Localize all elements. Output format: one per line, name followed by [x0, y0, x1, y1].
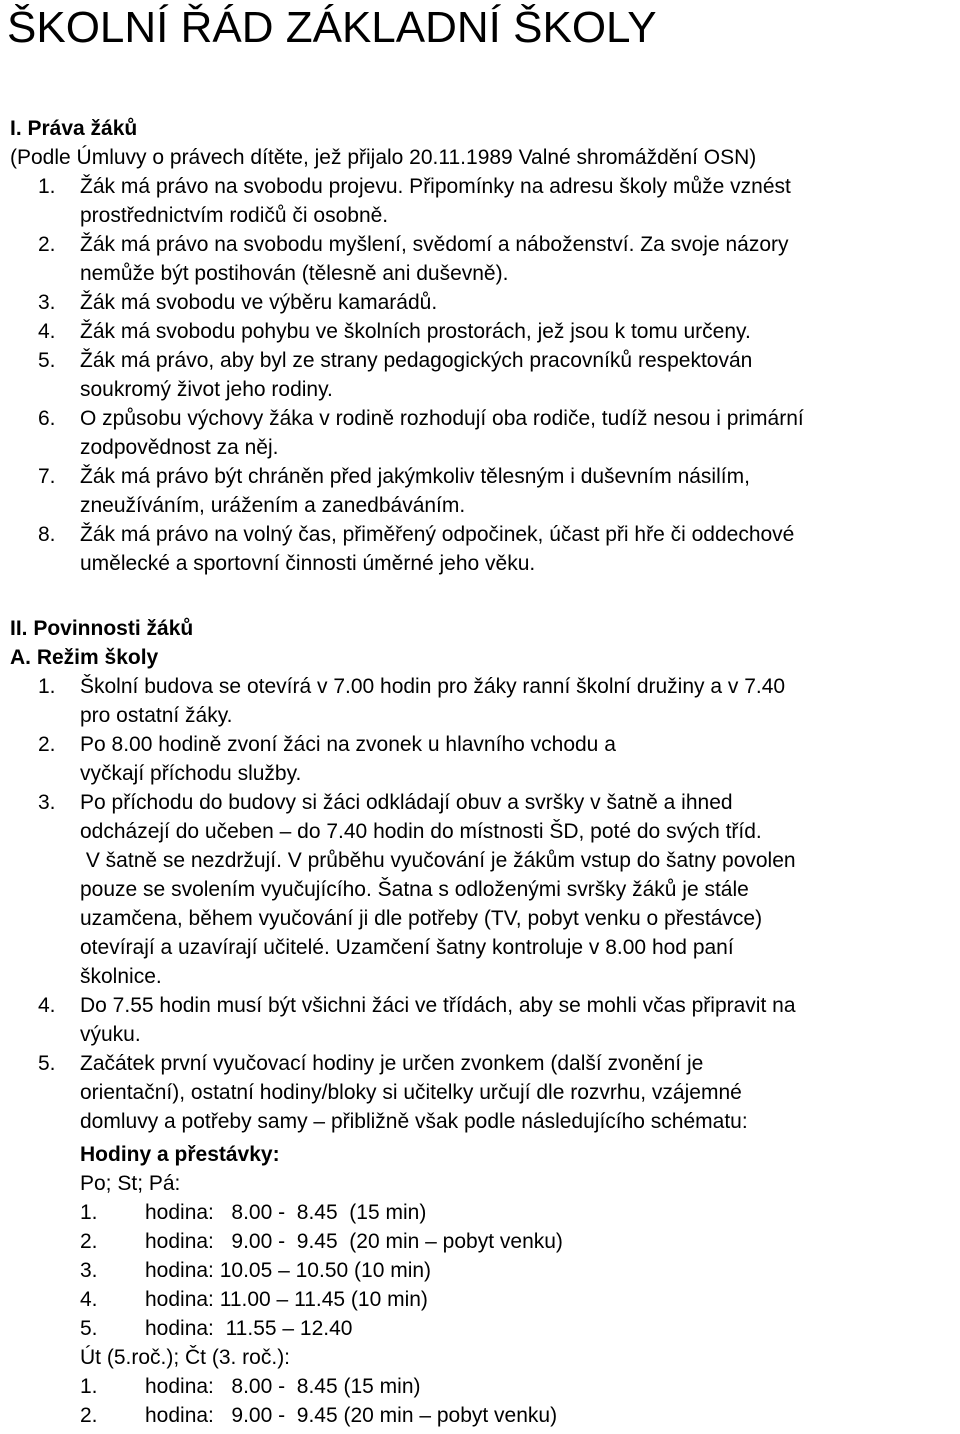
list-item-text: Začátek první vyučovací hodiny je určen zvonkem (další zvonění je	[80, 1052, 704, 1075]
list-item-number: 2.	[38, 733, 56, 756]
list-item-number: 3.	[38, 291, 56, 314]
schedule-row-number: 4.	[80, 1288, 98, 1311]
list-item-text: Po 8.00 hodině zvoní žáci na zvonek u hlavního vchodu a	[80, 733, 616, 756]
list-item-text: otevírají a uzavírají učitelé. Uzamčení šatny kontroluje v 8.00 hod paní	[80, 936, 734, 959]
list-item-text: Žák má svobodu ve výběru kamarádů.	[80, 291, 438, 314]
list-item-text: Školní budova se otevírá v 7.00 hodin pro žáky ranní školní družiny a v 7.40	[80, 675, 786, 698]
list-item-number: 1.	[38, 175, 56, 198]
subheading-text: A. Režim školy	[10, 646, 159, 669]
schedule-row-text: hodina: 11.55 – 12.40	[145, 1317, 353, 1340]
subtitle-text: (Podle Úmluvy o právech dítěte, jež přijalo 20.11.1989 Valné shromáždění OSN)	[10, 146, 757, 169]
schedule-row-text: hodina: 8.00 - 8.45 (15 min)	[145, 1375, 421, 1398]
schedule-row-number: 2.	[80, 1404, 98, 1427]
list-item-text: zneužíváním, urážením a zanedbáváním.	[80, 494, 466, 517]
list-item-number: 7.	[38, 465, 56, 488]
schedule-row-number: 1.	[80, 1201, 98, 1224]
schedule-row-text: hodina: 10.05 – 10.50 (10 min)	[145, 1259, 432, 1282]
schedule-heading-text: Hodiny a přestávky:	[80, 1143, 280, 1166]
list-item-text: orientační), ostatní hodiny/bloky si učitelky určují dle rozvrhu, vzájemné	[80, 1081, 742, 1104]
list-item-text: vyčkají příchodu služby.	[80, 762, 302, 785]
schedule-row-number: 1.	[80, 1375, 98, 1398]
list-item-text: domluvy a potřeby samy – přibližně však podle následujícího schématu:	[80, 1110, 748, 1133]
list-item-text: zodpovědnost za něj.	[80, 436, 279, 459]
list-item-number: 5.	[38, 349, 56, 372]
schedule-row-text: hodina: 11.00 – 11.45 (10 min)	[145, 1288, 428, 1311]
list-item-text: O způsobu výchovy žáka v rodině rozhodují oba rodiče, tudíž nesou i primární	[80, 407, 804, 430]
list-item-text: školnice.	[80, 965, 162, 988]
list-item-text: uzamčena, během vyučování ji dle potřeby (TV, pobyt venku o přestávce)	[80, 907, 763, 930]
schedule-row-number: 2.	[80, 1230, 98, 1253]
schedule-row-text: hodina: 9.00 - 9.45 (20 min – pobyt venku)	[145, 1230, 563, 1253]
list-item-text: Žák má svobodu pohybu ve školních prostorách, jež jsou k tomu určeny.	[80, 320, 751, 343]
heading-text: I. Práva žáků	[10, 117, 138, 140]
list-item-text: odcházejí do učeben – do 7.40 hodin do místnosti ŠD, poté do svých tříd.	[80, 820, 762, 843]
list-item-number: 6.	[38, 407, 56, 430]
list-item-text: Žák má právo na volný čas, přiměřený odpočinek, účast při hře či oddechové	[80, 523, 795, 546]
list-item-text: prostřednictvím rodičů či osobně.	[80, 204, 389, 227]
list-item-text: Žák má právo být chráněn před jakýmkoliv tělesným i duševním násilím,	[80, 465, 750, 488]
list-item-text: Do 7.55 hodin musí být všichni žáci ve třídách, aby se mohli včas připravit na	[80, 994, 796, 1017]
list-item-text: Po příchodu do budovy si žáci odkládají obuv a svršky v šatně a ihned	[80, 791, 733, 814]
schedule-row-number: 5.	[80, 1317, 98, 1340]
heading-text: II. Povinnosti žáků	[10, 617, 194, 640]
list-item-number: 3.	[38, 791, 56, 814]
list-item-text: umělecké a sportovní činnosti úměrné jeho věku.	[80, 552, 536, 575]
list-item-text: soukromý život jeho rodiny.	[80, 378, 333, 401]
schedule-row-text: hodina: 8.00 - 8.45 (15 min)	[145, 1201, 427, 1224]
list-item-number: 4.	[38, 994, 56, 1017]
list-item-number: 2.	[38, 233, 56, 256]
list-item-number: 1.	[38, 675, 56, 698]
list-item-text: Žák má právo na svobodu myšlení, svědomí a náboženství. Za svoje názory	[80, 233, 789, 256]
list-item-number: 4.	[38, 320, 56, 343]
list-item-number: 5.	[38, 1052, 56, 1075]
list-item-text: pro ostatní žáky.	[80, 704, 233, 727]
list-item-text: nemůže být postihován (tělesně ani duševně).	[80, 262, 509, 285]
list-item-text: výuku.	[80, 1023, 141, 1046]
schedule-row-text: hodina: 9.00 - 9.45 (20 min – pobyt venku)	[145, 1404, 558, 1427]
list-item-number: 8.	[38, 523, 56, 546]
document-title: ŠKOLNÍ ŘÁD ZÁKLADNÍ ŠKOLY	[7, 3, 657, 52]
list-item-text: Žák má právo, aby byl ze strany pedagogických pracovníků respektován	[80, 349, 753, 372]
group-label-text: Út (5.roč.); Čt (3. roč.):	[80, 1346, 291, 1369]
list-item-text: V šatně se nezdržují. V průběhu vyučování je žákům vstup do šatny povolen	[80, 849, 796, 872]
group-label-text: Po; St; Pá:	[80, 1172, 181, 1195]
list-item-text: pouze se svolením vyučujícího. Šatna s odloženými svršky žáků je stále	[80, 878, 749, 901]
schedule-row-number: 3.	[80, 1259, 98, 1282]
list-item-text: Žák má právo na svobodu projevu. Připomínky na adresu školy může vznést	[80, 175, 791, 198]
